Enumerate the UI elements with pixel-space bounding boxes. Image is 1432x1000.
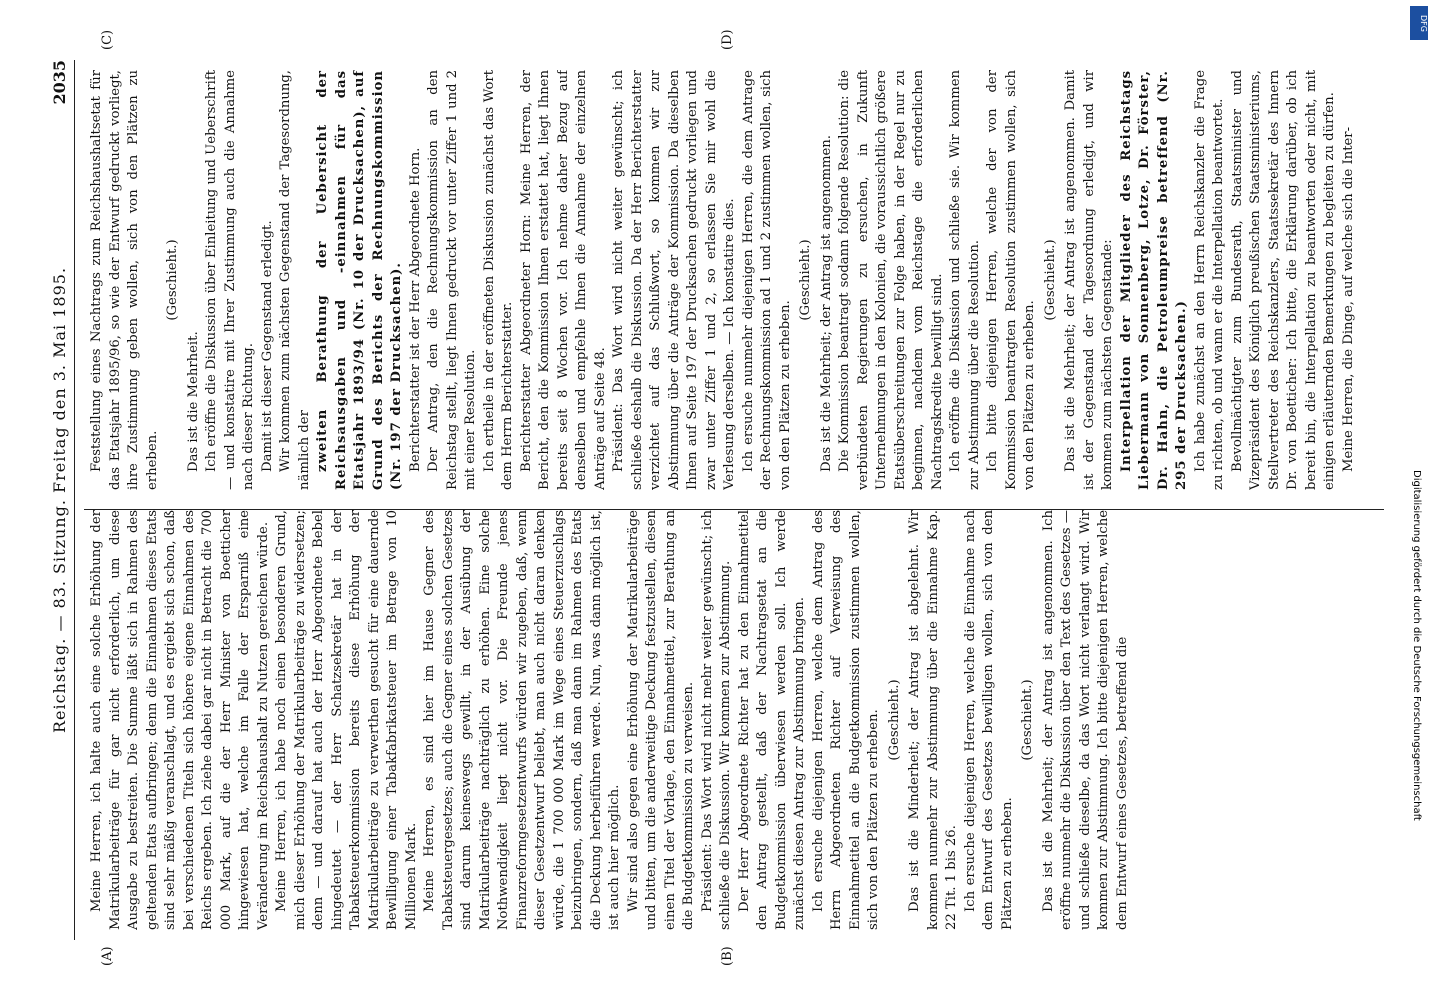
- stage-direction: (Geschieht.): [1042, 239, 1058, 321]
- agenda-item: zweiten Berathung der Uebersicht der Reichsausgaben und -einnahmen für das Etatsjahr 1893/94 (Nr. 10 der Drucksachen), auf Grund des Berichts der Rechnungskommission (Nr. 197 der Drucksachen).: [315, 70, 404, 490]
- paragraph: Ich eröffne die Diskussion und schließe sie. Wir kommen zur Abstimmung über die Resolution.: [948, 70, 982, 490]
- stage-direction: (Geschieht.): [165, 239, 180, 321]
- paragraph: Ich habe zunächst an den Herrn Reichskanzler die Frage zu richten, ob und wann er die Interpellation beantwortet.: [1192, 70, 1226, 490]
- paragraph: Das ist die Mehrheit; der Antrag ist angenommen.: [818, 135, 834, 472]
- paragraph: Meine Herren, ich halte auch eine solche Erhöhung der Matrikularbeiträge für gar nicht erforderlich, um diese Ausgabe zu bestreiten. Die Summe läßt sich in Rahmen des geltenden Etats aufbringen; denn die Einnahmen dieses Etats sind sehr mäßig veranschlagt, und es ergiebt sich schon, daß bei verschiedenen Titeln sich höhere eigene Einnahmen des Reichs ergeben. Ich ziehe dabei gar nicht in Betracht die 700 000 Mark, auf die der Herr Minister von Boetticher hingewiesen hat, welche im Falle der Ersparniß eine Veränderung im Reichshaushalt zu Nutzen gereichen würde.: [89, 510, 271, 930]
- column-divider: [84, 509, 1384, 510]
- paragraph: Ich bitte diejenigen Herren, welche der von der Kommission beantragten Resolution zustimmen wollen, sich von den Plätzen zu erheben.: [985, 70, 1037, 490]
- paragraph: Berichterstatter ist der Herr Abgeordnete Horn.: [407, 147, 423, 472]
- running-title: Reichstag. — 83. Sitzung. Freitag den 3. Mai 1895.: [50, 266, 69, 734]
- stage-direction: (Geschieht.): [886, 679, 902, 761]
- margin-mark-a: (A): [100, 946, 115, 966]
- stage-direction: (Geschieht.): [1020, 679, 1035, 761]
- paragraph: Präsident: Das Wort wird nicht mehr weiter gewünscht; ich schließe die Diskussion. Wir kommen zur Abstimmung.: [699, 510, 733, 930]
- page-header: [50, 60, 75, 940]
- paragraph: Die Kommission beantragt sodann folgende Resolution: die verbündeten Regierungen zu ersuchen, in Zukunft Unternehmungen in den Kolonien, die voraussichtlich größere Etatsüberschreitungen zur Folge haben, in der Regel nur zu beginnen, nachdem vom Reichstage die erforderlichen Nachtragskredite bewilligt sind.: [837, 70, 945, 490]
- paragraph: Bevollmächtigter zum Bundesrath, Staatsminister und Vizepräsident des Königlich preußischen Staatsministeriums, Stellvertreter des Reichskanzlers, Staatssekretär des Innern Dr. von Boetticher: Ich bitte, die Erklärung darüber, ob ich bereit bin, die Interpellation zu beantworten oder nicht, mit einigen erläuternden Bemerkungen zu begleiten zu dürfen.: [1229, 70, 1337, 490]
- paragraph: Berichterstatter Abgeordneter Horn: Meine Herren, der Bericht, den die Kommission Ihnen erstattet hat, liegt Ihnen bereits seit 8 Wochen vor. Ich nehme daher Bezug auf denselben und empfehle Ihnen die Annahme der einzelnen Anträge auf Seite 48.: [518, 70, 608, 490]
- paragraph: Feststellung eines Nachtrags zum Reichshaushaltsetat für das Etatsjahr 1895/96, so wie der Entwurf gedruckt vorliegt, ihre Zustimmung geben wollen, sich von den Plätzen zu erheben.: [89, 70, 160, 490]
- margin-mark-d: (D): [720, 29, 735, 50]
- page-number: 2035: [50, 60, 69, 105]
- paragraph: Das ist die Mehrheit; der Antrag ist angenommen. Damit ist der Gegenstand der Tagesordnung erledigt, und wir kommen zum nächsten Gegenstande:: [1063, 70, 1115, 490]
- paragraph: Wir sind also gegen eine Erhöhung der Matrikularbeiträge und bitten, um die anderweitige Deckung festzustellen, diesen einen Titel der Vorlage, den Einnahmetitel, zur Berathung an die Budgetkommission zu verweisen.: [625, 510, 696, 930]
- paragraph: Das ist die Mehrheit.: [185, 331, 201, 472]
- digitization-credit: [1410, 470, 1426, 990]
- agenda-item: Interpellation der Mitglieder des Reichstags Liebermann von Sonnenberg, Lotze, Dr. Förster, Dr. Hahn, die Petroleumpreise betreffend (Nr. 295 der Drucksachen.): [1118, 70, 1189, 490]
- paragraph: Präsident: Das Wort wird nicht weiter gewünscht; ich schließe deshalb die Diskussion. Da der Herr Berichterstatter verzichtet auf das Schlußwort, so kommen wir zur Abstimmung über die Anträge der Kommission. Da dieselben Ihnen auf Seite 197 der Drucksachen gedruckt vorliegen und zwar unter Ziffer 1 und 2, so erlassen Sie mir wohl die Verlesung derselben. — Ich konstatire dies.: [611, 70, 737, 490]
- paragraph: Das ist die Mehrheit; der Antrag ist angenommen. Ich eröffne nunmehr die Diskussion über den Text des Gesetzes — und schließe dieselbe, da das Wort nicht verlangt wird. Wir kommen zur Abstimmung. Ich bitte diejenigen Herren, welche dem Entwurf eines Gesetzes, betreffend die: [1040, 510, 1130, 930]
- dfg-logo: DFG: [1410, 6, 1428, 40]
- credit-text: Digitalisierung gefördert durch die Deutsche Forschungsgemeinschaft: [1411, 470, 1422, 821]
- margin-mark-c: (C): [100, 29, 115, 50]
- stage-direction: (Geschieht.): [798, 239, 813, 321]
- paragraph: Ich ersuche diejenigen Herren, welche die Einnahme nach dem Entwurf des Gesetzes bewilligen wollen, sich von den Plätzen zu erheben.: [962, 510, 1015, 930]
- paragraph: Meine Herren, ich habe noch einen besonderen Grund, mich dieser Erhöhung der Matrikularbeiträge zu widersetzen; denn — und darauf hat auch der Herr Abgeordnete Bebel hingedeutet — der Herr Schatzsekretär hat in der Tabaksteuerkommission bereits diese Erhöhung der Matrikularbeiträge zu verwerthen gesucht für eine dauernde Bewilligung einer Tabakfabrikatsteuer im Betrage von 10 Millionen Mark.: [274, 510, 419, 930]
- right-column: [88, 70, 1368, 490]
- paragraph: Der Antrag, den die Rechnungskommission an den Reichstag stellt, liegt Ihnen gedruckt vor unter Ziffer 1 und 2 mit einer Resolution.: [426, 70, 478, 490]
- left-column: [88, 510, 1368, 930]
- paragraph: Damit ist dieser Gegenstand erledigt.: [259, 220, 275, 472]
- paragraph: Ich eröffne die Diskussion über Einleitung und Ueberschrift — und konstatire mit Ihrer Zustimmung auch die Annahme nach dieser Richtung.: [204, 70, 256, 490]
- paragraph: Ich ersuche nunmehr diejenigen Herren, die dem Antrage der Rechnungskommission ad 1 und 2 zustimmen wollen, sich von den Plätzen zu erheben.: [740, 70, 793, 490]
- paragraph: Meine Herren, es sind hier im Hause Gegner des Tabaksteuergesetzes; auch die Gegner eines solchen Gesetzes sind darum keineswegs gewillt, in der Ausübung der Matrikularbeiträge nachträglich zu erhöhen. Eine solche Nothwendigkeit liegt nicht vor. Die Freunde jenes Finanzreformgesetzentwurfs würden wir zugeben, daß, wenn dieser Gesetzentwurf beliebt, man auch nicht daran denken würde, die 1 700 000 Mark im Wege eines Steuerzuschlags beizubringen, sondern, daß man dann im Rahmen des Etats die Deckung herbeiführen werde. Nun, was dann möglich ist, ist auch hier möglich.: [422, 510, 622, 930]
- paragraph: Ich ertheile in der eröffneten Diskussion zunächst das Wort dem Herrn Berichterstatter.: [481, 70, 515, 490]
- margin-mark-b: (B): [720, 946, 735, 966]
- paragraph: Wir kommen zum nächsten Gegenstand der Tagesordnung, nämlich der: [278, 70, 312, 490]
- paragraph: Meine Herren, die Dinge, auf welche sich die Inter-: [1340, 126, 1356, 472]
- paragraph: Das ist die Minderheit; der Antrag ist abgelehnt. Wir kommen nunmehr zur Abstimmung über die Einnahme Kap. 22 Tit. 1 bis 26.: [907, 510, 959, 930]
- paragraph: Ich ersuche diejenigen Herren, welche dem Antrag des Herrn Abgeordneten Richter auf Verweisung des Einnahmetitel an die Budgetkommission zustimmen wollen, sich von den Plätzen zu erheben.: [810, 510, 881, 930]
- paragraph: Der Herr Abgeordnete Richter hat zu den Einnahmetitel den Antrag gestellt, daß der Nachtragsetat an die Budgetkommission überwiesen werden soll. Ich werde zunächst diesen Antrag zur Abstimmung bringen.: [736, 510, 807, 930]
